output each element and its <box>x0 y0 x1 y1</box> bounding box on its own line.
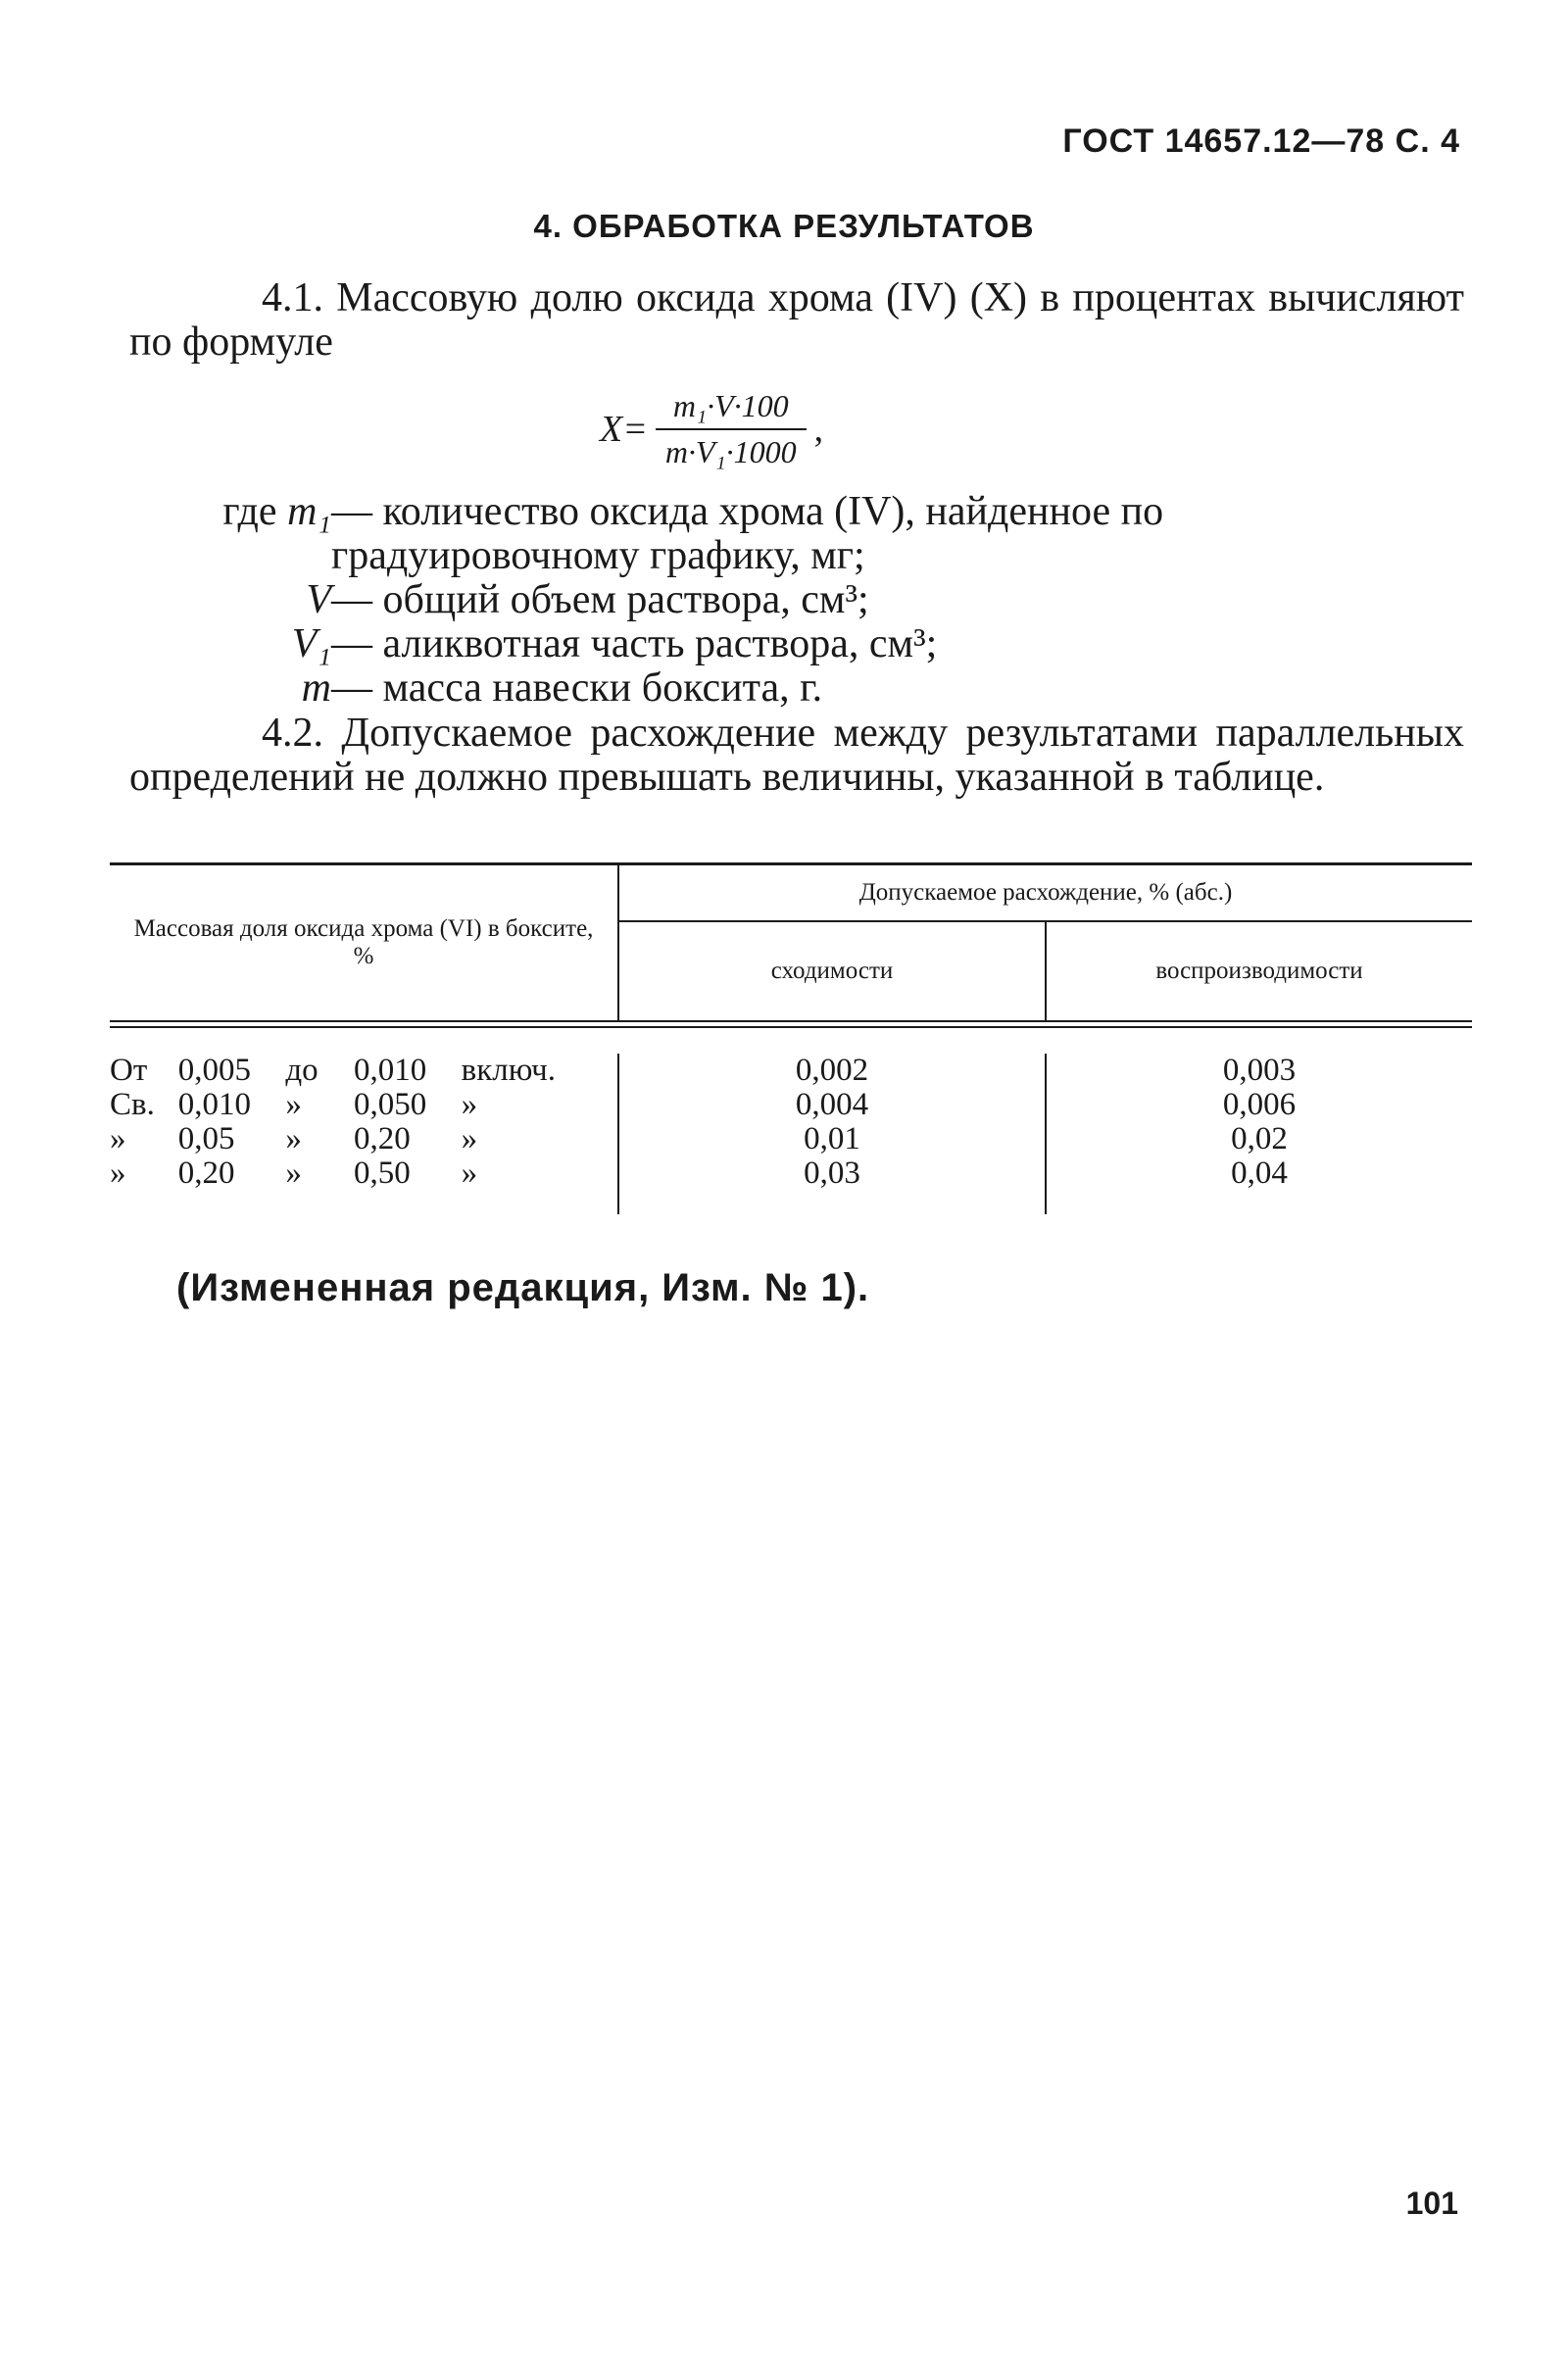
page-number: 101 <box>1405 2186 1458 2221</box>
formula <box>600 390 823 468</box>
range-to: 0,050 <box>354 1087 427 1122</box>
range-prefix: » <box>110 1121 126 1156</box>
range-to: 0,50 <box>354 1155 411 1191</box>
formula-fraction <box>656 388 807 470</box>
definition-prefix: где <box>222 489 288 534</box>
range-suffix: » <box>461 1155 478 1191</box>
formula-trail: , <box>813 409 824 450</box>
table-row <box>110 1054 617 1088</box>
definition-symbol: m <box>301 665 331 711</box>
range-suffix: включ. <box>461 1053 556 1088</box>
header-double-rule <box>110 1020 1472 1028</box>
range-prefix: Св. <box>110 1087 155 1122</box>
definition-text: — аликвотная часть раствора, см³; <box>331 621 938 666</box>
range-column <box>110 1054 619 1214</box>
range-sep: до <box>285 1053 318 1088</box>
definition-item <box>129 578 1472 622</box>
paragraph-4-1-text: 4.1. Массовую долю оксида хрома (IV) (X) в процентах вычисляют по формуле <box>129 275 1464 365</box>
formula-denominator: m·V₁·1000 <box>664 434 797 469</box>
range-suffix: » <box>461 1087 478 1122</box>
range-from: 0,20 <box>177 1155 235 1191</box>
convergence-value: 0,002 <box>795 1053 869 1088</box>
table-row <box>110 1088 617 1122</box>
range-from: 0,005 <box>177 1053 251 1088</box>
range-to: 0,010 <box>354 1053 427 1088</box>
range-sep: » <box>285 1155 302 1191</box>
group-header: Допускаемое расхождение, % (абс.) <box>619 865 1472 922</box>
convergence-value: 0,03 <box>804 1155 860 1191</box>
reproducibility-column <box>1047 1054 1472 1214</box>
definition-text: — масса навески боксита, г. <box>331 665 823 711</box>
formula-lhs: X= <box>600 409 648 450</box>
col1-header: Массовая доля оксида хрома (VI) в боксите, % <box>110 865 619 1020</box>
reproducibility-value: 0,04 <box>1231 1155 1288 1191</box>
table-header <box>110 865 1472 1020</box>
range-from: 0,05 <box>177 1121 235 1156</box>
running-header: ГОСТ 14657.12—78 С. 4 <box>1062 123 1460 160</box>
sub-header-reproducibility: воспроизводимости <box>1155 958 1363 984</box>
tolerance-table <box>110 862 1472 1214</box>
range-to: 0,20 <box>354 1121 411 1156</box>
convergence-column <box>619 1054 1047 1214</box>
definition-item <box>129 666 1472 711</box>
range-sep: » <box>285 1121 302 1156</box>
range-prefix: От <box>110 1053 148 1088</box>
reproducibility-value: 0,003 <box>1222 1053 1297 1088</box>
reproducibility-value: 0,006 <box>1222 1087 1297 1122</box>
range-sep: » <box>285 1087 302 1122</box>
definition-symbol: V <box>306 577 331 622</box>
sub-header-convergence: сходимости <box>619 922 1047 1020</box>
table-row <box>110 1156 617 1191</box>
reproducibility-value: 0,02 <box>1231 1121 1288 1156</box>
convergence-value: 0,01 <box>804 1121 860 1156</box>
table-body <box>110 1028 1472 1214</box>
definition-text: — общий объем раствора, см³; <box>331 577 869 622</box>
definition-item <box>129 622 1472 666</box>
paragraph-4-2-text: 4.2. Допускаемое расхождение между результатами параллельных определений не должно превышать величины, указанной в таблице. <box>129 711 1464 800</box>
definition-symbol: V₁ <box>291 621 331 666</box>
convergence-value: 0,004 <box>795 1087 869 1122</box>
formula-numerator: m₁·V·100 <box>656 388 807 430</box>
definition-item <box>129 490 1472 578</box>
section-title: 4. ОБРАБОТКА РЕЗУЛЬТАТОВ <box>533 208 1035 244</box>
definitions-list <box>129 490 1472 711</box>
definition-symbol: m₁ <box>287 489 331 534</box>
amendment-note: (Измененная редакция, Изм. № 1). <box>176 1266 870 1309</box>
paragraph-4-2 <box>129 712 1464 800</box>
range-suffix: » <box>461 1121 478 1156</box>
definition-text: — количество оксида хрома (IV), найденное по градуировочному графику, мг; <box>331 489 1164 578</box>
table-row <box>110 1122 617 1156</box>
range-from: 0,010 <box>177 1087 251 1122</box>
range-prefix: » <box>110 1155 126 1191</box>
paragraph-4-1 <box>129 276 1464 365</box>
